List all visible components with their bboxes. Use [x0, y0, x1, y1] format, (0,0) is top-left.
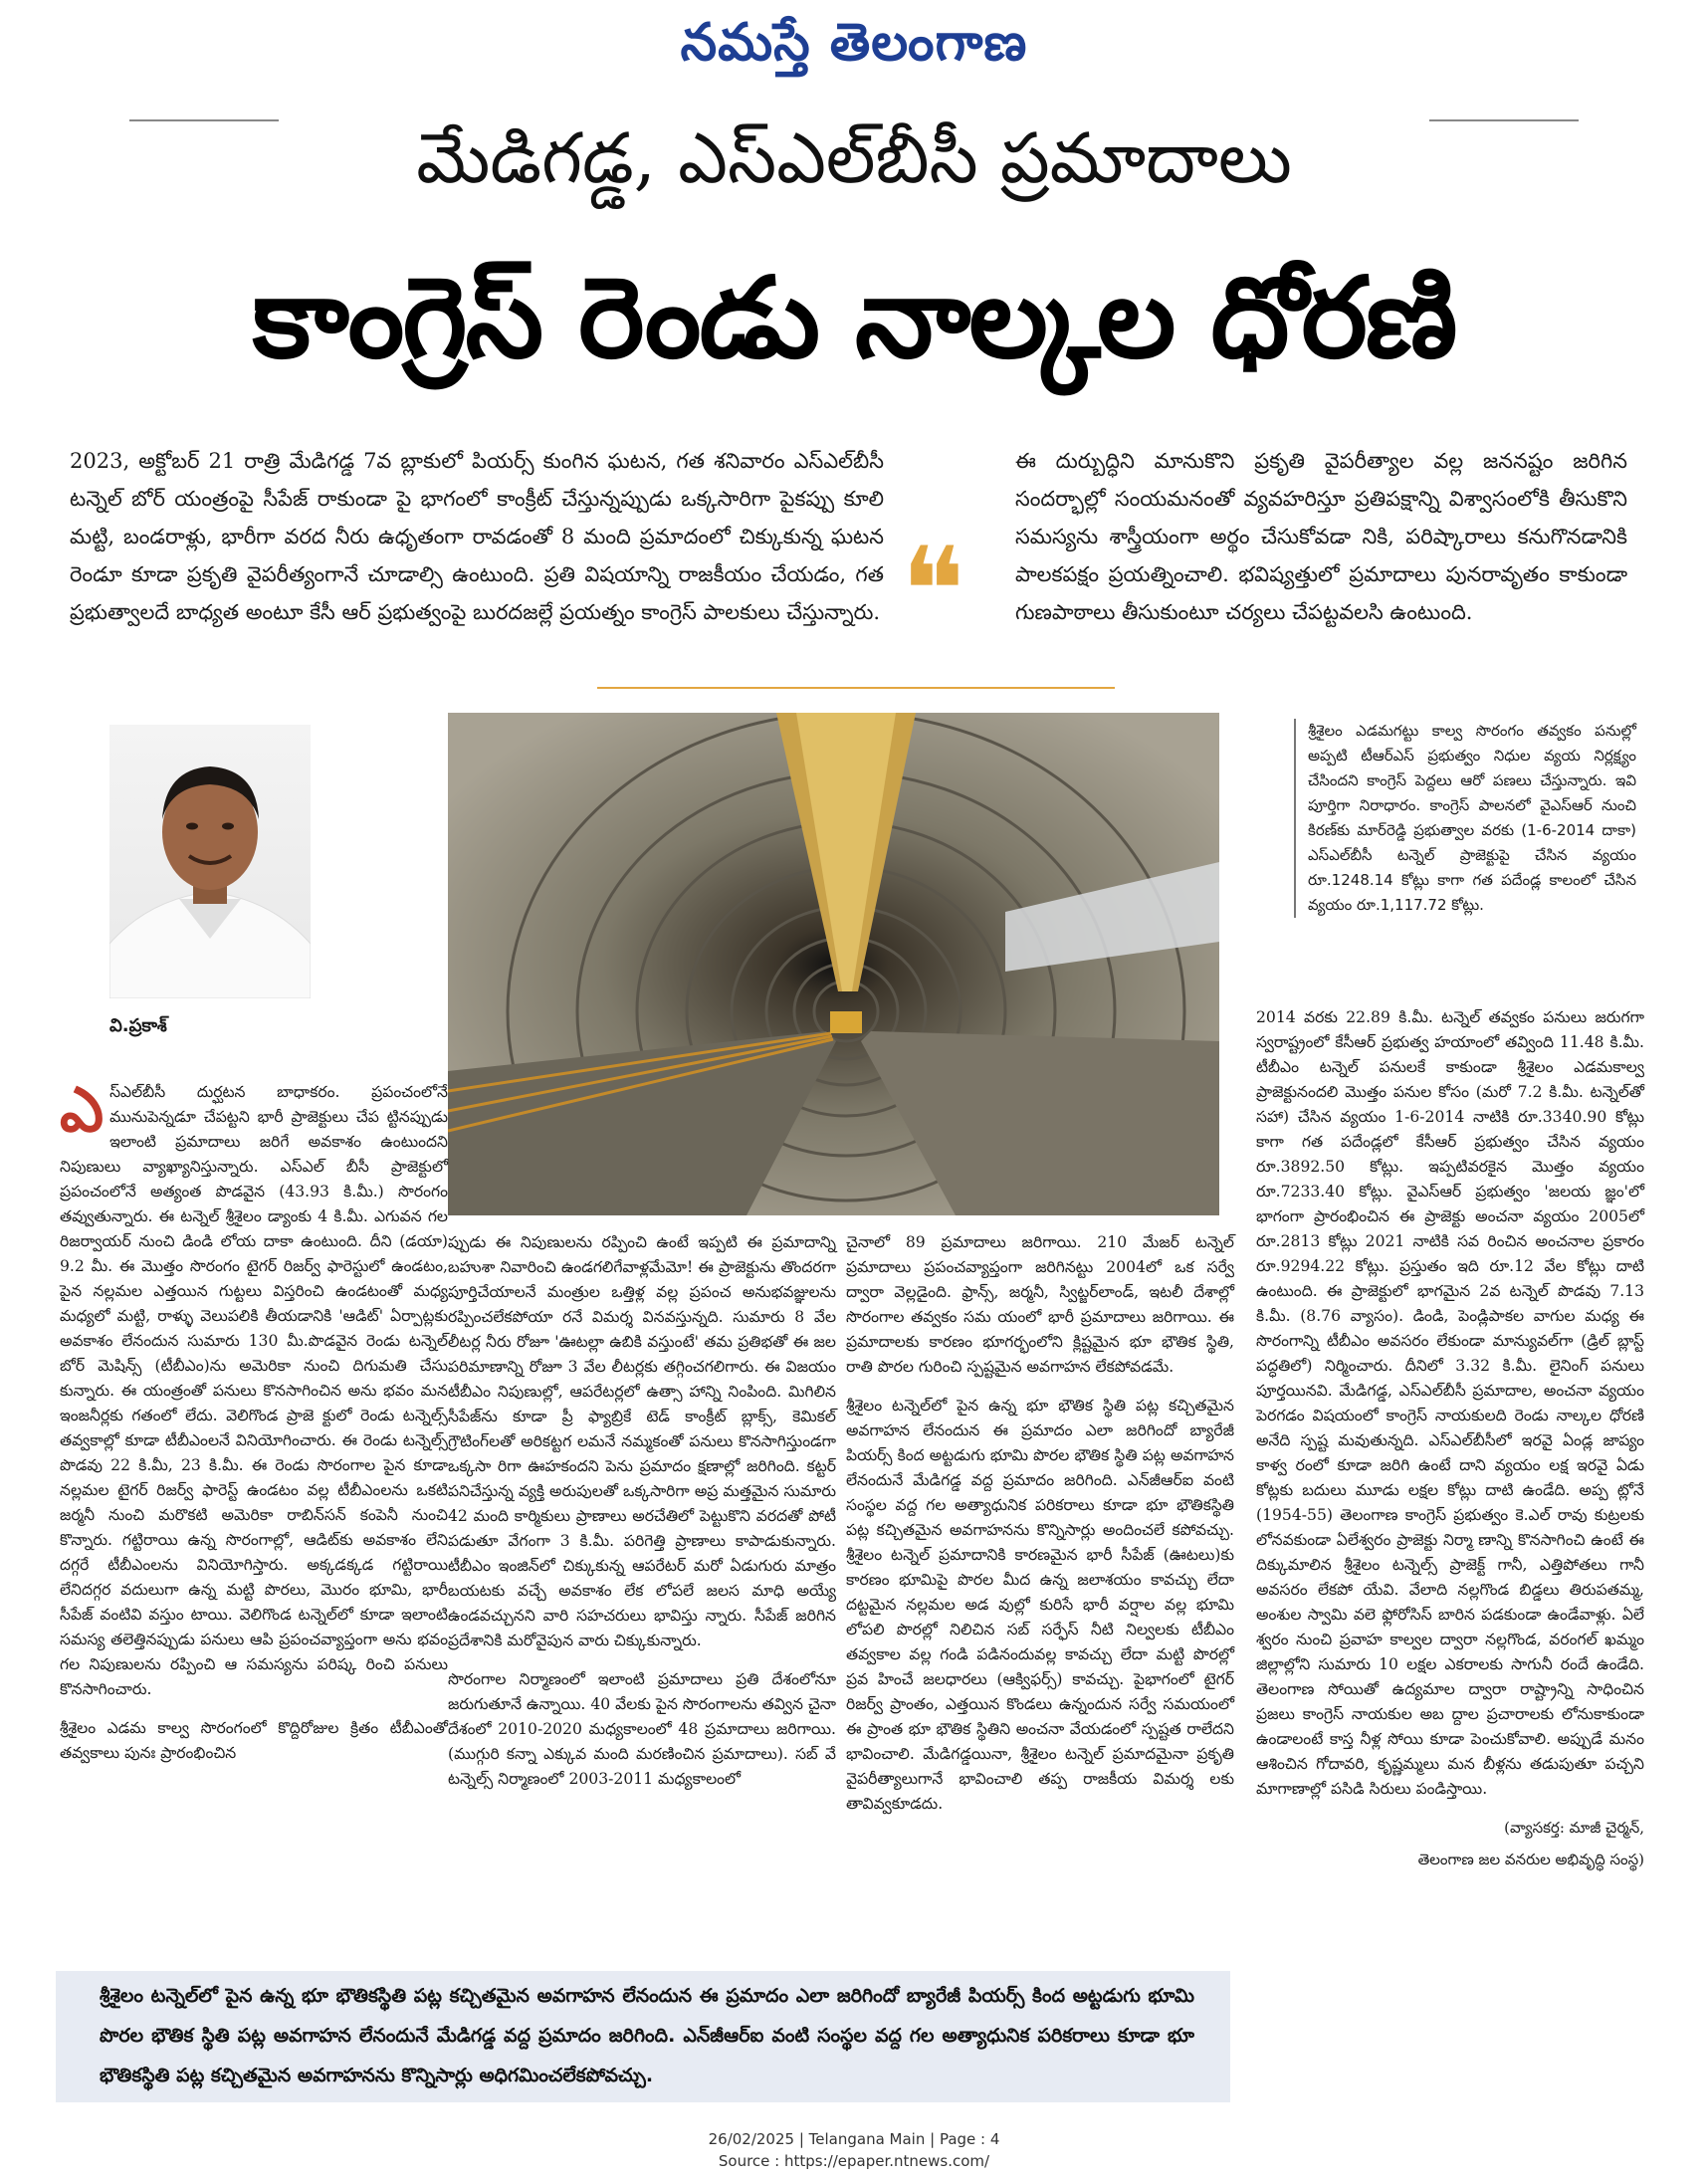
footer-edition: 26/02/2025 | Telangana Main | Page : 4 — [708, 2130, 1000, 2148]
tunnel-photo — [448, 713, 1219, 1215]
article-column-3 — [846, 1230, 1234, 1817]
author-name: వి.ప్రకాశ్‌ — [109, 1015, 167, 1036]
column-4-text: 2014 వరకు 22.89 కి.మీ. టన్నెల్‌ తవ్వకం పనులు జరుగగా స్వరాష్ట్రంలో కేసీఆర్‌ ప్రభుత్వ హయాంలో తవ్వింది 11.48 కి.మీ. టీబీఎం టన్నెల్‌ పనులకే కాకుండా శ్రీశైలం ఎడమకాల్వ ప్రాజెక్టునందలి మొత్తం పనుల కోసం (మరో 7.2 కి.మీ. టన్నెల్‌తో సహా) చేసిన వ్యయం 1-6-2014 నాటికి రూ.3340.90 కోట్లు కాగా గత పదేండ్లలో కేసీఆర్‌ ప్రభుత్వం చేసిన వ్యయం రూ.3892.50 కోట్లు. ఇప్పటివరకైన మొత్తం వ్యయం రూ.7233.40 కోట్లు. వైఎస్‌ఆర్‌ ప్రభుత్వం 'జలయ జ్ఞం'లో భాగంగా ప్రారంభించిన ఈ ప్రాజెక్టు అంచనా వ్యయం 2005లో రూ.2813 కోట్లు 2021 నాటికి సవ రించిన అంచనాల ప్రకారం రూ.9294.22 కోట్లు. ప్రస్తుతం ఇది రూ.12 వేల కోట్లు దాటి ఉంటుంది. ఈ ప్రాజెక్టులో భాగమైన 2వ టన్నెల్‌ పొడవు 7.13 కి.మీ. (8.76 వ్యాసం). డిండి, పెండ్లిపాకల వాగుల మధ్య ఈ సొరంగాన్ని టీబీఎం అవసరం లేకుండా మాన్యువల్‌గా (డ్రిల్‌ బ్లాస్ట్‌ పద్ధతిలో) నిర్మించారు. దీనిలో 3.32 కి.మీ. లైనింగ్‌ పనులు పూర్తయినవి. మేడిగడ్డ, ఎస్‌ఎల్‌బీసీ ప్రమాదాల, అంచనా వ్యయం పెరగడం విషయంలో కాంగ్రెస్‌ నాయకులది రెండు నాల్కల ధోరణి అనేది స్పష్ట మవుతున్నది. ఎస్‌ఎల్‌బీసీలో ఇరవై ఏండ్ల జాప్యం కాళ్వ రంలో కూడా జరిగి ఉంటే దాని వ్యయం లక్ష ఇరవై ఏడు కోట్లకు బదులు మూడు లక్షల కోట్లు దాటి ఉండేది. అప్ప ట్లోనే (1954-55) తెలంగాణ కాంగ్రెస్‌ ప్రభుత్వం కె.ఎల్‌ రావు కుట్రలకు లోనవకుండా ఏలేశ్వరం ప్రాజెక్టు నిర్మా ణాన్ని కొనసాగించి ఉంటే ఈ దిక్కుమాలిన శ్రీశైలం టన్నెల్స్‌ ప్రాజెక్ట్‌ గానీ, ఎత్తిపోతలు గానీ అవసరం లేకపో యేవి. వేలాది నల్లగొండ బిడ్డలు తిరుపతమ్మ, అంశుల స్వామి వలె ఫ్లోరోసిస్‌ బారిన పడకుండా ఉండేవాళ్లు. ఏలే శ్వరం నుంచి ప్రవాహ కాల్వల ద్వారా నల్లగొండ, వరంగల్‌ ఖమ్మం జిల్లాల్లోని సుమారు 10 లక్షల ఎకరాలకు సాగునీ రందే ఉండేది. తెలంగాణ సోయితో ఉద్యమాల ద్వారా రాష్ట్రాన్ని సాధించిన ప్రజలు కాంగ్రెస్‌ నాయకుల అబ ద్దాల ప్రచారాలకు లోనుకాకుండా ఉండాలంటే కాస్త నీళ్ల సోయి కూడా పెంచుకోవాలి. అప్పుడే మనం ఆశించిన గోదావరి, కృష్ణమ్మలు మన బీళ్లను తడుపుతూ పచ్చని మాగాణాల్లో పసిడి సిరులు పండిస్తాయి. — [1256, 1008, 1644, 1798]
author-credit — [1256, 1812, 1644, 1875]
column-1-paragraph-2: శ్రీశైలం ఎడమ కాల్వ సొరంగంలో కొద్దిరోజుల క్రితం టీబీఎంతో తవ్వకాలు పునః ప్రారంభించిన — [60, 1719, 448, 1762]
deck-left: 2023, అక్టోబర్‌ 21 రాత్రి మేడిగడ్డ 7వ బ్లాకులో పియర్స్‌ కుంగిన ఘటన, గత శనివారం ఎస్‌ఎల్‌బీసీ టన్నెల్‌ బోర్‌ యంత్రంపై సీపేజ్‌ రాకుండా పై భాగంలో కాంక్రీట్‌ చేస్తున్నప్పుడు ఒక్కసారిగా పైకప్పు కూలి మట్టి, బండరాళ్లు, భారీగా వరద నీరు ఉధృతంగా రావడంతో 8 మంది ప్రమాదంలో చిక్కుకున్న ఘటన రెండూ కూడా ప్రకృతి వైపరీత్యంగానే చూడాల్సి ఉంటుంది. ప్రతి విషయాన్ని రాజకీయం చేయడం, గత ప్రభుత్వాలదే బాధ్యత అంటూ కేసీ ఆర్‌ ప్రభుత్వంపై బురదజల్లే ప్రయత్నం కాంగ్రెస్‌ పాలకులు చేస్తున్నారు. — [70, 449, 884, 624]
article-column-4 — [1256, 1005, 1644, 1875]
column-2-paragraph-2: సొరంగాల నిర్మాణంలో ఇలాంటి ప్రమాదాలు ప్రతి దేశంలోనూ జరుగుతూనే ఉన్నాయి. 40 వేలకు పైన సొరంగాలను తవ్విన చైనా దేశంలో 2010-2020 మధ్యకాలంలో 48 ప్రమాదాలు జరిగాయి. (ముగ్గురి కన్నా ఎక్కువ మంది మరణించిన ప్రమాదాలు). సబ్‌ వే టన్నెల్స్‌ నిర్మాణంలో 2003-2011 మధ్యకాలంలో — [448, 1670, 836, 1788]
column-3-paragraph-1: చైనాలో 89 ప్రమాదాలు జరిగాయి. 210 మేజర్‌ టన్నెల్‌ ప్రమాదాలు ప్రపంచవ్యాప్తంగా జరిగినట్టు 2004లో ఒక సర్వే ద్వారా వెల్లడైంది. ఫ్రాన్స్‌, జర్మనీ, స్విట్జర్‌లాండ్‌, ఇటలీ దేశాల్లో సొరంగాల తవ్వకం సమ యంలో భారీ ప్రమాదాలు జరిగాయి. ఈ ప్రమాదాలకు కారణం భూగర్భంలోని క్లిష్టమైన భూ భౌతిక స్థితి, రాతి పొరల గురించి స్పష్టమైన అవగాహన లేకపోవడమే. — [846, 1233, 1234, 1376]
column-1-text: స్‌ఎల్‌బీసీ దుర్ఘటన బాధాకరం. ప్రపంచంలోనే మునుపెన్నడూ చేపట్టని భారీ ప్రాజెక్టులు చేప ట్టినప్పుడు ఇలాంటి ప్రమాదాలు జరిగే అవకాశం ఉంటుందని నిపుణులు వ్యాఖ్యానిస్తున్నారు. ఎస్‌ఎల్‌ బీసీ ప్రాజెక్టులో ప్రపంచంలోనే అత్యంత పొడవైన (43.93 కి.మీ.) సొరంగం తవ్వుతున్నారు. ఈ టన్నెల్‌ శ్రీశైలం డ్యాంకు 4 కి.మీ. ఎగువన గల రిజర్వాయర్‌ నుంచి డిండి లోయ దాకా ఉంటుంది. దీని (డయా) 9.2 మీ. ఈ మొత్తం సొరంగం టైగర్‌ రిజర్వ్‌ ఫారెస్టులో ఉండటం, పైన నల్లమల ఎత్తయిన గుట్టలు విస్తరించి ఉండటంతో మధ్య మధ్యలో మట్టి, రాళ్ళు వెలుపలికి తీయడానికి 'ఆడిట్‌' ఏర్పాట్లకు అవకాశం లేనందున సుమారు 130 మీ.పొడవైన రెండు టన్నెల్‌ బోర్‌ మెషిన్స్‌ (టీబీఎం)ను అమెరికా నుంచి దిగుమతి చేసు కున్నారు. ఈ యంత్రంతో పనులు కొనసాగించిన అను భవం మన ఇంజనీర్లకు గతంలో లేదు. వెలిగొండ ప్రాజె క్టులో రెండు టన్నెల్స్‌ తవ్వకాల్లో కూడా టీబీఎంలనే వినియోగించారు. ఈ రెండు టన్నెల్స్‌ పొడవు 22 కి.మీ, 23 కి.మీ. ఈ రెండు సొరంగాల పైన కూడా నల్లమల టైగర్‌ రిజర్వ్‌ ఫారెస్ట్‌ ఉండటం వల్ల టీబీఎంలను ఒకటి జర్మనీ నుంచి మరొకటి అమెరికా రాబిన్‌సన్‌ కంపెనీ నుంచి కొన్నారు. గట్టిరాయి ఉన్న సొరంగాల్లో, ఆడిట్‌కు అవకాశం లేని దగ్గరే టీబీఎంలను వినియోగిస్తారు. అక్కడక్కడ గట్టిరాయి లేనిదగ్గర వదులుగా ఉన్న మట్టి పొరలు, మొరం భూమి, భారీ సీపేజ్‌ వంటివి వస్తుం టాయి. వెలిగొండ టన్నెల్‌లో కూడా ఇలాంటి సమస్య తలెత్తినప్పుడు పనులు ఆపి ప్రపంచవ్యాప్తంగా అను భవం గల నిపుణులను రప్పించి ఆ సమస్యను పరిష్క రించి పనులు కొనసాగించారు. — [60, 1083, 448, 1698]
author-photo — [109, 725, 311, 998]
article-column-2 — [448, 1230, 836, 1792]
column-2-paragraph-1: ప్పుడు ఈ నిపుణులను రప్పించి ఉంటే ఇప్పటి ఈ ప్రమాదాన్ని బహుశా నివారించి ఉండగలిగేవాళ్లమేమో! ఈ ప్రాజెక్టును తొందరగా పూర్తిచేయాలనే మంత్రుల ఒత్తిళ్ల వల్ల ప్రపంచ అనుభవజ్ఞులను రప్పించలేకపోయా రనే విమర్శ వినవస్తున్నది. సుమారు 8 వేల లీటర్ల నీరు రోజూ 'ఊటల్లా ఉబికి వస్తుంటే' తమ ప్రతిభతో ఈ జల పరిమాణాన్ని రోజూ 3 వేల లీటర్లకు తగ్గించగలిగారు. ఈ విజయం టీబీఎం నిపుణుల్లో, ఆపరేటర్లలో ఉత్సా హాన్ని నింపింది. మిగిలిన సీపేజ్‌ను కూడా ప్రీ ఫ్యాబ్రికే టెడ్‌ కాంక్రీట్‌ బ్లాక్స్‌, కెమికల్‌ గ్రౌటింగ్‌లతో అరికట్టగ లమనే నమ్మకంతో పనులు కొనసాగిస్తుండగా ఒక్కసా రిగా ఊహకందని పెను ప్రమాదం క్షణాల్లో జరిగింది. కట్టర్‌ పనిచేస్తున్న వ్యక్తి అరుపులతో ఒక్కసారిగా అప్ర మత్తమైన సుమారు 42 మంది కార్మికులు ప్రాణాలు అరచేతిలో పెట్టుకొని వరదతో పోటీ పడుతూ వేగంగా 3 కి.మీ. పరిగెత్తి ప్రాణాలు కాపాడుకున్నారు. టీబీఎం ఇంజిన్‌లో చిక్కుకున్న ఆపరేటర్‌ మరో ఏడుగురు మాత్రం బయటకు వచ్చే అవకాశం లేక లోపలే జలస మాధి అయ్యే ఉండవచ్చునని వారి సహచరులు భావిస్తు న్నారు. సీపేజ్‌ జరిగిన ప్రదేశానికి మరోవైపున వారు చిక్కుకున్నారు. — [448, 1233, 836, 1649]
pull-quote-text: శ్రీశైలం టన్నెల్‌లో పైన ఉన్న భూ భౌతికస్థితి పట్ల కచ్చితమైన అవగాహన లేనందున ఈ ప్రమాదం ఎలా జరిగిందో బ్యారేజీ పియర్స్‌ కింద అట్టడుగు భూమి పొరల భౌతిక స్థితి పట్ల అవగాహన లేనందునే మేడిగడ్డ వద్ద ప్రమాదం జరిగింది. ఎన్‌జీఆర్‌ఐ వంటి సంస్థల వద్ద గల అత్యాధునిక పరికరాలు కూడా భూ భౌతికస్థితి పట్ల కచ్చితమైన అవగాహనను కొన్నిసార్లు అధిగమించలేకపోవచ్చు. — [100, 1985, 1194, 2086]
credit-line-1: (వ్యాసకర్త: మాజీ చైర్మన్‌, — [1504, 1819, 1644, 1837]
article-column-1 — [60, 1073, 448, 1766]
kicker-heading: మేడిగడ్డ, ఎస్‌ఎల్‌బీసీ ప్రమాదాలు — [416, 117, 1292, 199]
main-headline: కాంగ్రెస్‌ రెండు నాల్కల ధోరణి — [252, 254, 1456, 383]
column-3-paragraph-2: శ్రీశైలం టన్నెల్‌లో పైన ఉన్న భూ భౌతిక స్థితి పట్ల కచ్చితమైన అవగాహన లేనందున ఈ ప్రమాదం ఎలా జరిగిందో బ్యారేజీ పియర్స్‌ కింద అట్టడుగు భూమి పొరల భౌతిక స్థితి పట్ల అవగాహన లేనందునే మేడిగడ్డ వద్ద ప్రమాదం జరిగింది. ఎన్‌జీఆర్‌ఐ వంటి సంస్థల వద్ద గల అత్యాధునిక పరికరాలు కూడా భూ భౌతికస్థితి పట్ల కచ్చితమైన అవగాహనను కొన్నిసార్లు అందించలే కపోవచ్చు. శ్రీశైలం టన్నెల్‌ ప్రమాదానికి కారణమైన భారీ సీపేజ్‌ (ఊటలు)కు కారణం భూమిపై పొరల మీద ఉన్న జలాశయం కావచ్చు లేదా దట్టమైన నల్లమల అడ వుల్లో కురిసే భారీ వర్షాల వల్ల భూమి లోపలి పొరల్లో నిలిచిన సబ్‌ సర్ఫేస్‌ నీటి నిల్వలకు టీబీఎం తవ్వకాల వల్ల గండి పడినందువల్ల కావచ్చు లేదా మట్టి పొరల్లో ప్రవ హించే జలధారలు (ఆక్విఫర్స్‌) కావచ్చు. పైభాగంలో టైగర్‌ రిజర్వ్‌ ప్రాంతం, ఎత్తయిన కొండలు ఉన్నందున సర్వే సమయంలో ఈ ప్రాంత భూ భౌతిక స్థితిని అంచనా వేయడంలో స్పష్టత రాలేదని భావించాలి. మేడిగడ్డయినా, శ్రీశైలం టన్నెల్‌ ప్రమాదమైనా ప్రకృతి వైపరీత్యాలుగానే భావించాలి తప్ప రాజకీయ విమర్శ లకు తావివ్వకూడదు. — [846, 1397, 1234, 1813]
deck-right: ఈ దుర్బుద్ధిని మానుకొని ప్రకృతి వైపరీత్యాల వల్ల జననష్టం జరిగిన సందర్భాల్లో సంయమనంతో వ్యవహరిస్తూ ప్రతిపక్షాన్ని విశ్వాసంలోకి తీసుకొని సమస్యను శాస్త్రీయంగా అర్థం చేసుకోవడా నికి, పరిష్కారాలు కనుగొనడానికి పాలకపక్షం ప్రయత్నించాలి. భవిష్యత్తులో ప్రమాదాలు పునరావృతం కాకుండా గుణపాఠాలు తీసుకుంటూ చర్యలు చేపట్టవలసి ఉంటుంది. — [1015, 449, 1627, 624]
sidebar-note: శ్రీశైలం ఎడమగట్టు కాల్వ సొరంగం తవ్వకం పనుల్లో అప్పటి టీఆర్‌ఎస్‌ ప్రభుత్వం నిధుల వ్యయ నిర్లక్ష్యం చేసిందని కాంగ్రెస్‌ పెద్దలు ఆరో పణలు చేస్తున్నారు. ఇవి పూర్తిగా నిరాధారం. కాంగ్రెస్‌ పాలనలో వైఎస్‌ఆర్‌ నుంచి కిరణ్‌కు మార్‌రెడ్డి ప్రభుత్వాల వరకు (1-6-2014 దాకా) ఎస్‌ఎల్‌బీసీ టన్నెల్‌ ప్రాజెక్టుపై చేసిన వ్యయం రూ.1248.14 కోట్లు కాగా గత పదేండ్ల కాలంలో చేసిన వ్యయం రూ.1,117.72 కోట్లు. — [1294, 719, 1636, 918]
divider — [597, 687, 1115, 689]
credit-line-2: తెలంగాణ జల వనరుల అభివృద్ధి సంస్థ) — [1417, 1851, 1644, 1868]
footer-source-link[interactable]: Source : https://epaper.ntnews.com/ — [718, 2152, 990, 2170]
drop-cap: ఎ — [60, 1073, 105, 1146]
masthead-logo: నమస్తే తెలంగాణ — [680, 12, 1028, 73]
quote-mark-icon: ❝ — [901, 523, 965, 661]
